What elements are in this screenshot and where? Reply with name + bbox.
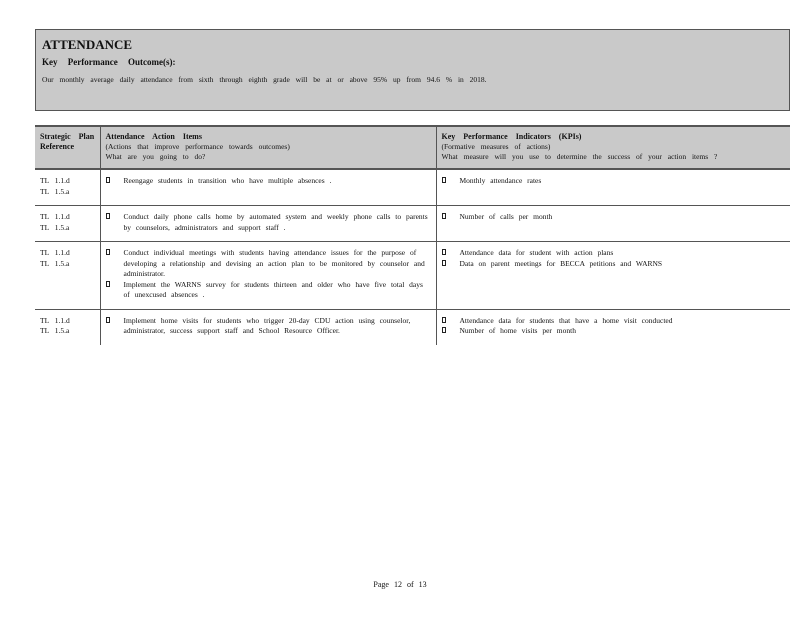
actions-cell	[100, 169, 436, 206]
plan-ref: TL 1.5.a	[40, 186, 70, 196]
outcome-header-box	[35, 29, 790, 111]
bullet-box-icon	[442, 213, 446, 219]
action-text: Conduct daily phone calls home by automated system and weekly phone calls to parents by counselors, administrators and support staff .	[123, 212, 428, 232]
kpi-text: Monthly attendance rates	[459, 176, 542, 185]
plan-ref: TL 1.5.a	[40, 222, 70, 232]
kpi-item	[442, 176, 786, 187]
section-title: ATTENDANCE	[42, 37, 133, 52]
kpi-text: Data on parent meetings for BECCA petitions and WARNS	[459, 258, 663, 268]
actions-header-sub1: (Actions that improve performance towards outcomes)	[105, 142, 290, 151]
ref-header	[35, 126, 100, 169]
actions-cell	[100, 309, 436, 345]
bullet-box-icon	[442, 260, 446, 266]
kpo-label: Key Performance Outcome(s):	[42, 57, 176, 67]
bullet-box-icon	[442, 317, 446, 323]
kpi-header-sub1: (Formative measures of actions)	[441, 142, 551, 151]
ref-cell	[35, 206, 100, 242]
ref-cell	[35, 242, 100, 310]
kpi-cell	[436, 169, 790, 206]
table-header-row	[35, 126, 790, 169]
kpi-header-sub2: What measure will you use to determine the success of your action items ?	[441, 152, 718, 161]
table-row	[35, 309, 790, 345]
table-row	[35, 242, 790, 310]
kpi-header	[436, 126, 790, 169]
page-footer	[0, 580, 800, 589]
ref-header-label: Strategic Plan Reference	[40, 132, 95, 151]
bullet-box-icon	[106, 317, 110, 323]
actions-header	[100, 126, 436, 169]
actions-header-sub2: What are you going to do?	[105, 152, 206, 161]
ref-cell	[35, 169, 100, 206]
bullet-box-icon	[442, 249, 446, 255]
kpi-text: Number of calls per month	[459, 212, 553, 221]
bullet-box-icon	[442, 177, 446, 183]
page-label: Page	[373, 580, 389, 589]
actions-header-title: Attendance Action Items	[105, 132, 202, 141]
bullet-box-icon	[106, 249, 110, 255]
kpi-text: Number of home visits per month	[459, 326, 576, 335]
bullet-box-icon	[106, 213, 110, 219]
plan-ref: TL 1.1.d	[40, 315, 70, 325]
plan-ref: TL 1.5.a	[40, 258, 70, 268]
table-row	[35, 206, 790, 242]
outcome-statement: Our monthly average daily attendance from sixth through eighth grade will be at or above 95% up from 94.6 % in 2018.	[42, 75, 487, 84]
page-number: 12	[393, 580, 402, 589]
kpi-header-title: Key Performance Indicators (KPIs)	[441, 132, 582, 141]
plan-ref: TL 1.1.d	[40, 212, 70, 221]
bullet-box-icon	[442, 327, 446, 333]
plan-ref: TL 1.5.a	[40, 326, 70, 335]
ref-cell	[35, 309, 100, 345]
action-text: Reengage students in transition who have multiple absences .	[123, 176, 332, 185]
kpi-cell	[436, 309, 790, 345]
action-text: Implement home visits for students who trigger 20-day CDU action using counselor, administrator, success support staff and School Resource Officer.	[123, 315, 411, 335]
action-plan-table	[35, 125, 790, 345]
kpi-item	[442, 326, 786, 337]
action-item	[106, 280, 431, 301]
action-item	[106, 212, 431, 233]
table-row	[35, 169, 790, 206]
kpi-item	[442, 259, 786, 270]
plan-ref: TL 1.1.d	[40, 248, 70, 257]
kpi-item	[442, 212, 786, 223]
actions-cell	[100, 242, 436, 310]
actions-cell	[100, 206, 436, 242]
kpi-text: Attendance data for students that have a home visit conducted	[459, 315, 673, 325]
kpi-item	[442, 316, 786, 327]
action-item	[106, 176, 431, 187]
action-item	[106, 316, 431, 337]
kpi-item	[442, 248, 786, 259]
action-item	[106, 248, 431, 280]
kpi-cell	[436, 206, 790, 242]
kpi-cell	[436, 242, 790, 310]
action-text: Implement the WARNS survey for students thirteen and older who have five total days of unexcused absences .	[123, 279, 423, 299]
page-total: 13	[418, 580, 427, 589]
bullet-box-icon	[106, 281, 110, 287]
kpi-text: Attendance data for student with action plans	[459, 248, 614, 257]
action-text: Conduct individual meetings with students having attendance issues for the purpose of developing a relationship and devising an action plan to be monitored by counselor and administrator.	[123, 248, 425, 278]
plan-ref: TL 1.1.d	[40, 176, 70, 185]
page-of-label: of	[406, 580, 414, 589]
bullet-box-icon	[106, 177, 110, 183]
